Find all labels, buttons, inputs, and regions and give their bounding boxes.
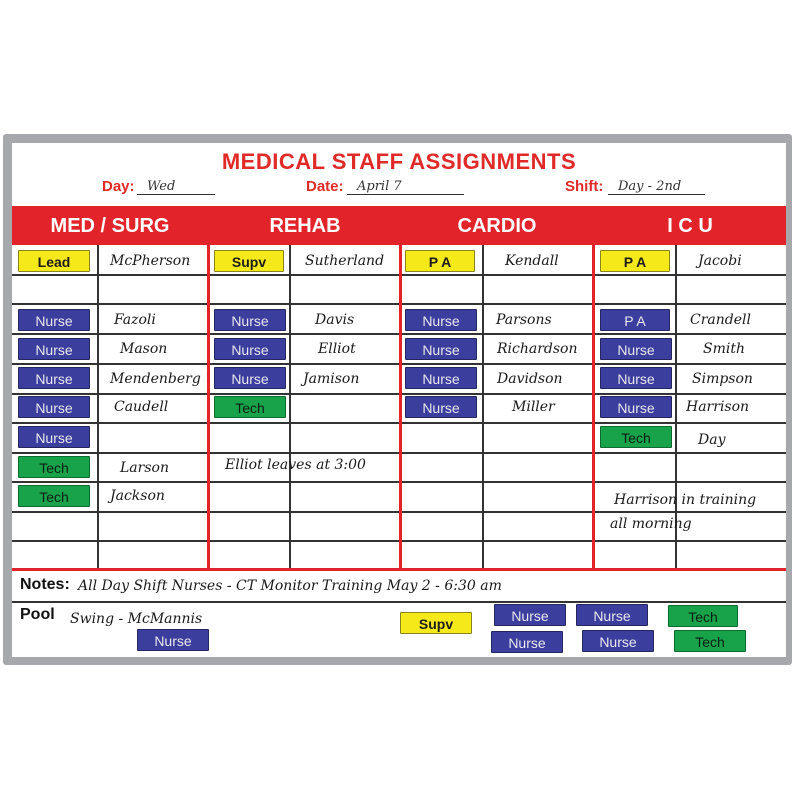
pool-nurse-tag[interactable]: Nurse	[137, 629, 209, 651]
pa-tag[interactable]: P A	[600, 250, 670, 272]
rehab-name: Sutherland	[305, 253, 385, 269]
nurse-tag[interactable]: Nurse	[18, 338, 90, 360]
rehab-name: Jamison	[303, 371, 360, 387]
rehab-name: Davis	[315, 312, 355, 328]
cardio-name: Parsons	[496, 312, 552, 328]
nurse-tag[interactable]: Nurse	[214, 367, 286, 389]
icu-name: Simpson	[692, 371, 753, 387]
shift-label: Shift:	[565, 178, 604, 195]
med-surg-name: Mendenberg	[110, 371, 201, 387]
nurse-tag[interactable]: Nurse	[600, 338, 672, 360]
cardio-name: Richardson	[497, 341, 578, 357]
lead-tag[interactable]: Lead	[18, 250, 90, 272]
med-surg-name: Caudell	[114, 399, 169, 415]
nurse-tag[interactable]: Nurse	[405, 396, 477, 418]
med-surg-name: Fazoli	[114, 312, 156, 328]
column-header-icu: I C U	[667, 215, 713, 237]
rehab-name: Elliot	[318, 341, 356, 357]
nurse-tag[interactable]: Nurse	[18, 309, 90, 331]
icu-name: Smith	[703, 341, 745, 357]
pool-nurse-tag[interactable]: Nurse	[491, 631, 563, 653]
date-value: April 7	[347, 179, 464, 195]
rehab-note: Elliot leaves at 3:00	[225, 457, 366, 473]
nurse-tag[interactable]: Nurse	[600, 367, 672, 389]
supv-tag[interactable]: Supv	[214, 250, 284, 272]
column-header-cardio: CARDIO	[457, 215, 537, 237]
med-surg-name: Larson	[120, 460, 169, 476]
nurse-tag[interactable]: Nurse	[18, 426, 90, 448]
icu-name: Day	[698, 432, 726, 448]
icu-name: Crandell	[690, 312, 751, 328]
grid-column-line	[482, 245, 484, 569]
med-surg-name: McPherson	[110, 253, 191, 269]
tech-tag[interactable]: Tech	[600, 426, 672, 448]
pa-tag[interactable]: P A	[600, 309, 670, 331]
grid-column-line	[289, 245, 291, 569]
nurse-tag[interactable]: Nurse	[405, 367, 477, 389]
day-value: Wed	[137, 179, 215, 195]
column-header-rehab: REHAB	[269, 215, 341, 237]
icu-name: Jacobi	[698, 253, 742, 269]
section-divider	[592, 206, 595, 569]
cardio-name: Kendall	[505, 253, 559, 269]
nurse-tag[interactable]: Nurse	[214, 309, 286, 331]
pool-nurse-tag[interactable]: Nurse	[494, 604, 566, 626]
notes-divider-line	[12, 601, 786, 603]
section-divider	[207, 206, 210, 569]
nurse-tag[interactable]: Nurse	[18, 396, 90, 418]
tech-tag[interactable]: Tech	[18, 485, 90, 507]
nurse-tag[interactable]: Nurse	[405, 338, 477, 360]
board-title: MEDICAL STAFF ASSIGNMENTS	[221, 149, 577, 174]
pool-label: Pool	[20, 606, 55, 623]
section-divider	[399, 206, 402, 569]
day-label: Day:	[102, 178, 135, 195]
shift-value: Day - 2nd	[608, 179, 705, 195]
icu-note: all morning	[610, 516, 692, 532]
nurse-tag[interactable]: Nurse	[405, 309, 477, 331]
column-header-med-surg: MED / SURG	[50, 215, 170, 237]
pool-swing-text: Swing - McMannis	[70, 611, 203, 627]
grid-column-line	[97, 245, 99, 569]
pool-nurse-tag[interactable]: Nurse	[576, 604, 648, 626]
pool-tech-tag[interactable]: Tech	[674, 630, 746, 652]
icu-note: Harrison in training	[614, 492, 757, 508]
date-label: Date:	[306, 178, 344, 195]
icu-name: Harrison	[686, 399, 750, 415]
cardio-name: Miller	[512, 399, 555, 415]
med-surg-name: Mason	[120, 341, 168, 357]
tech-tag[interactable]: Tech	[214, 396, 286, 418]
pool-nurse-tag[interactable]: Nurse	[582, 630, 654, 652]
med-surg-name: Jackson	[110, 488, 165, 504]
nurse-tag[interactable]: Nurse	[214, 338, 286, 360]
pool-supv-tag[interactable]: Supv	[400, 612, 472, 634]
section-bottom-line	[12, 568, 786, 571]
nurse-tag[interactable]: Nurse	[18, 367, 90, 389]
pa-tag[interactable]: P A	[405, 250, 475, 272]
pool-tech-tag[interactable]: Tech	[668, 605, 738, 627]
tech-tag[interactable]: Tech	[18, 456, 90, 478]
notes-label: Notes:	[20, 576, 70, 593]
cardio-name: Davidson	[497, 371, 563, 387]
nurse-tag[interactable]: Nurse	[600, 396, 672, 418]
notes-text: All Day Shift Nurses - CT Monitor Training May 2 - 6:30 am	[78, 578, 502, 594]
